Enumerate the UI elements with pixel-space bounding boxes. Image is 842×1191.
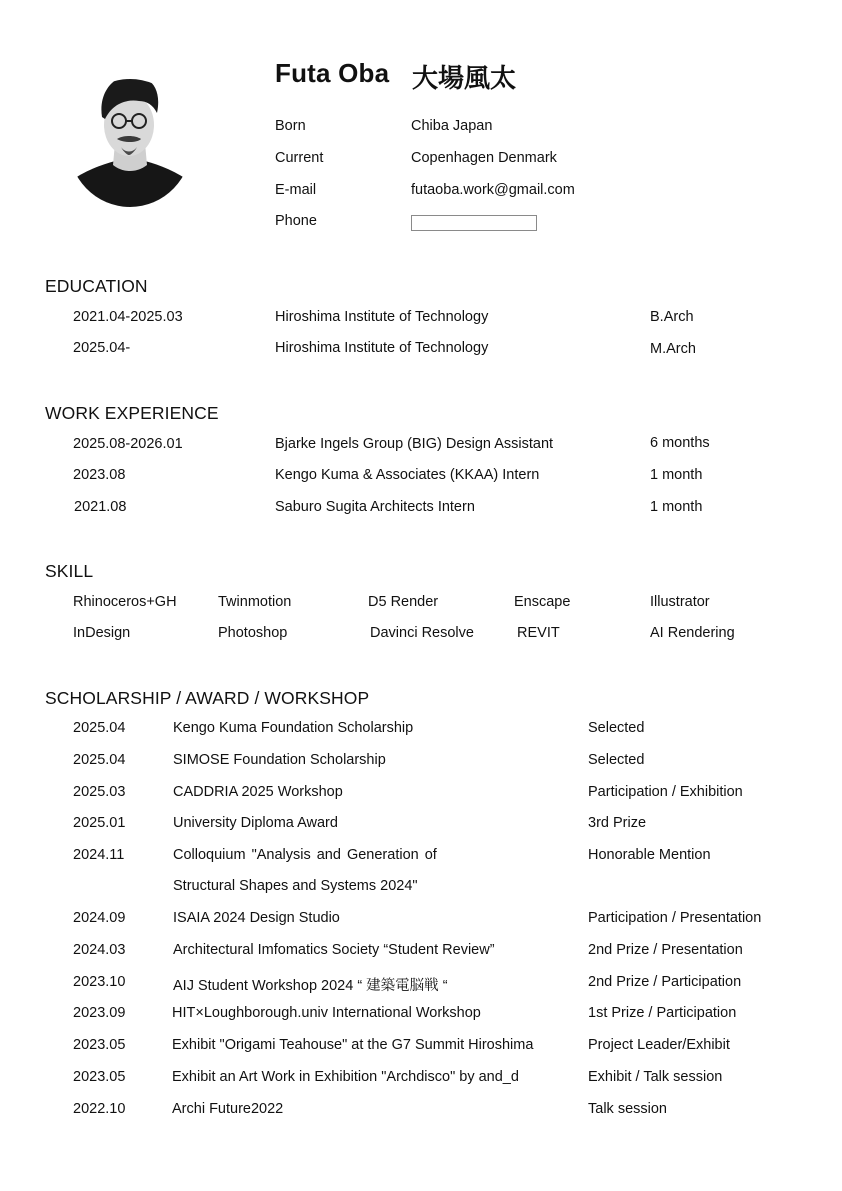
award-event: HIT×Loughborough.univ International Workshop (172, 1005, 481, 1021)
education-period: 2025.04- (73, 340, 131, 356)
work-role: Saburo Sugita Architects Intern (275, 499, 475, 515)
award-date: 2023.05 (73, 1069, 126, 1085)
education-degree: B.Arch (650, 309, 694, 325)
education-degree: M.Arch (650, 341, 696, 357)
work-duration: 6 months (650, 435, 710, 451)
award-date: 2024.09 (73, 910, 126, 926)
award-date: 2025.03 (73, 784, 126, 800)
skill-item: Illustrator (650, 594, 710, 610)
section-title-work-experience: WORK EXPERIENCE (45, 403, 219, 423)
award-result: 1st Prize / Participation (588, 1005, 737, 1021)
education-school: Hiroshima Institute of Technology (275, 309, 489, 325)
work-period: 2021.08 (74, 499, 127, 515)
section-title-education: EDUCATION (45, 276, 148, 296)
award-date: 2025.01 (73, 815, 126, 831)
skill-item: Photoshop (218, 625, 288, 641)
award-event: Exhibit "Origami Teahouse" at the G7 Summit Hiroshima (172, 1037, 534, 1053)
education-school: Hiroshima Institute of Technology (275, 340, 489, 356)
award-date: 2023.09 (73, 1005, 126, 1021)
award-date: 2023.10 (73, 974, 126, 990)
award-event: University Diploma Award (173, 815, 338, 831)
info-label-born: Born (275, 118, 306, 134)
award-date: 2025.04 (73, 752, 126, 768)
name: Futa Oba (275, 58, 390, 88)
award-result: Honorable Mention (588, 847, 711, 863)
work-duration: 1 month (650, 467, 703, 483)
award-date: 2024.03 (73, 942, 126, 958)
award-event: Architectural Imfomatics Society “Student Review” (173, 942, 495, 958)
award-result: Project Leader/Exhibit (588, 1037, 730, 1053)
info-label-phone: Phone (275, 213, 317, 229)
award-date: 2024.11 (73, 847, 125, 863)
info-label-current: Current (275, 150, 324, 166)
section-title-skill: SKILL (45, 561, 94, 581)
info-value-current: Copenhagen Denmark (411, 150, 557, 166)
skill-item: Twinmotion (218, 594, 292, 610)
skill-item: Rhinoceros+GH (73, 594, 177, 610)
section-title-awards: SCHOLARSHIP / AWARD / WORKSHOP (45, 688, 370, 708)
award-event: AIJ Student Workshop 2024 “ 建築電脳戦 “ (173, 978, 448, 994)
award-date: 2023.05 (73, 1037, 126, 1053)
award-result: Participation / Presentation (588, 910, 762, 926)
award-result: Exhibit / Talk session (588, 1069, 723, 1085)
award-event: ISAIA 2024 Design Studio (173, 910, 340, 926)
info-label-email: E-mail (275, 182, 317, 198)
award-event: Colloquium "Analysis and Generation of (173, 847, 437, 863)
work-role: Kengo Kuma & Associates (KKAA) Intern (275, 467, 540, 483)
award-event: Exhibit an Art Work in Exhibition "Archdisco" by and_d (172, 1069, 519, 1085)
award-result: Selected (588, 720, 645, 736)
name-japanese: 大場風太 (412, 64, 517, 94)
award-event-line2: Structural Shapes and Systems 2024" (173, 878, 418, 894)
skill-item: Enscape (514, 594, 571, 610)
award-event: Archi Future2022 (172, 1101, 284, 1117)
award-date: 2022.10 (73, 1101, 126, 1117)
award-result: 2nd Prize / Presentation (588, 942, 743, 958)
work-role: Bjarke Ingels Group (BIG) Design Assistant (275, 436, 554, 452)
award-result: 2nd Prize / Participation (588, 974, 742, 990)
award-result: Talk session (588, 1101, 667, 1117)
phone-value-box (411, 215, 537, 231)
award-event: CADDRIA 2025 Workshop (173, 784, 343, 800)
work-period: 2023.08 (73, 467, 126, 483)
award-result: Selected (588, 752, 645, 768)
award-event: Kengo Kuma Foundation Scholarship (173, 720, 414, 736)
skill-item: D5 Render (368, 594, 439, 610)
award-event: SIMOSE Foundation Scholarship (173, 752, 386, 768)
skill-item: AI Rendering (650, 625, 735, 641)
award-date: 2025.04 (73, 720, 126, 736)
info-value-born: Chiba Japan (411, 118, 493, 134)
avatar (65, 73, 195, 207)
skill-item: REVIT (517, 625, 560, 641)
info-value-email: futaoba.work@gmail.com (411, 182, 575, 198)
skill-item: InDesign (73, 625, 131, 641)
work-period: 2025.08-2026.01 (73, 436, 183, 452)
work-duration: 1 month (650, 499, 703, 515)
skill-item: Davinci Resolve (370, 625, 474, 641)
award-result: 3rd Prize (588, 815, 647, 831)
education-period: 2021.04-2025.03 (73, 309, 183, 325)
award-result: Participation / Exhibition (588, 784, 743, 800)
